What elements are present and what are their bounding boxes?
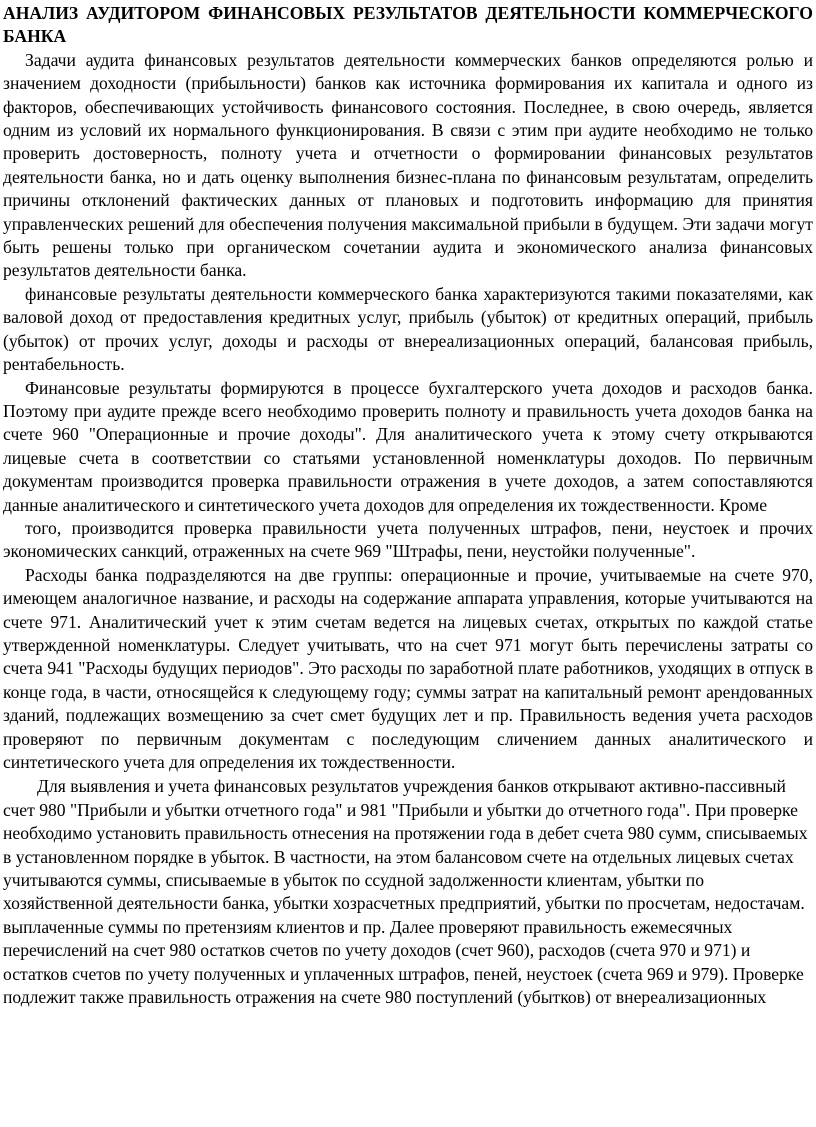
paragraph-income-accounting: Финансовые результаты формируются в процессе бухгалтерского учета доходов и расходов банка. Поэтому при аудите прежде всего необходимо проверить полноту и правильность учета доходов банка на счете 960 "Операционные и прочие доходы". Для аналитического учета к этому счету открываются лицевые счета в соответствии со статьями установленной номенклатуры доходов. По первичным документам производится проверка правильности отражения в учете доходов, а затем сопоставляются данные аналитического и синтетического учета доходов для определения их тождественности. Кроме [3, 377, 813, 515]
paragraph-penalties: того, производится проверка правильности учета полученных штрафов, пени, неустоек и прочих экономических санкций, отраженных на счете 969 "Штрафы, пени, неустойки полученные". [3, 517, 813, 562]
paragraph-expenses: Расходы банка подразделяются на две группы: операционные и прочие, учитываемые на счете 970, имеющем аналогичное название, и расходы на содержание аппарата управления, которые учитываются на счете 971. Аналитический учет к этим счетам ведется на лицевых счетах, открытых по каждой статье утвержденной номенклатуры. Следует учитывать, что на счет 971 могут быть перечислены затраты со счета 941 "Расходы будущих периодов". Это расходы по заработной плате работников, уходящих в отпуск в конце года, в части, относящейся к следующему году; суммы затрат на капитальный ремонт арендованных зданий, подлежащих возмещению за счет смет будущих лет и пр. Правильность ведения учета расходов проверяют по первичным документам с последующим сличением данных аналитического и синтетического учета для определения их тождественности. [3, 564, 813, 772]
paragraph-financial-indicators: финансовые результаты деятельности коммерческого банка характеризуются такими показателями, как валовой доход от предоставления кредитных услуг, прибыль (убыток) от кредитных операций, прибыль (убыток) от прочих услуг, доходы и расходы от внереализационных операций, балансовая прибыль, рентабельность. [3, 283, 813, 375]
document-title: АНАЛИЗ АУДИТОРОМ ФИНАНСОВЫХ РЕЗУЛЬТАТОВ ДЕЯТЕЛЬНОСТИ КОММЕРЧЕСКОГО БАНКА [3, 3, 813, 47]
paragraph-profit-loss-account: Для выявления и учета финансовых результатов учреждения банков открывают активно-пассивный счет 980 "Прибыли и убытки отчетного года" и 981 "Прибыли и убытки до отчетного года". При проверке необходимо установить правильность отнесения на протяжении года в дебет счета 980 сумм, списываемых в установленном порядке в убыток. В частности, на этом балансовом счете на отдельных лицевых счетах учитываются суммы, списываемые в убыток по ссудной задолженности клиентам, убытки по хозяйственной деятельности банка, убытки хозрасчетных предприятий, убытки по просчетам, недостачам. выплаченные суммы по претензиям клиентов и пр. Далее проверяют правильность ежемесячных перечислений на счет 980 остатков счетов по учету доходов (счет 960), расходов (счета 970 и 971) и остатков счетов по учету полученных и уплаченных штрафов, пеней, неустоек (счета 969 и 979). Проверке подлежит также правильность отражения на счете 980 поступлений (убытков) от внереализационных [3, 776, 808, 1008]
paragraph-audit-tasks: Задачи аудита финансовых результатов деятельности коммерческих банков определяются ролью и значением доходности (прибыльности) банков как источника формирования их капитала и одного из факторов, обеспечивающих устойчивость финансового состояния. Последнее, в свою очередь, является одним из условий их нормального функционирования. В связи с этим при аудите необходимо не только проверить достоверность, полноту учета и отчетности о формировании финансовых результатов деятельности банка, но и дать оценку выполнения бизнес-плана по финансовым результатам, определить причины отклонений фактических данных от плановых и подготовить информацию для принятия управленческих решений для обеспечения получения максимальной прибыли в будущем. Эти задачи могут быть решены только при органическом сочетании аудита и экономического анализа финансовых результатов деятельности банка. [3, 49, 813, 281]
document-page [3, 2, 813, 1009]
